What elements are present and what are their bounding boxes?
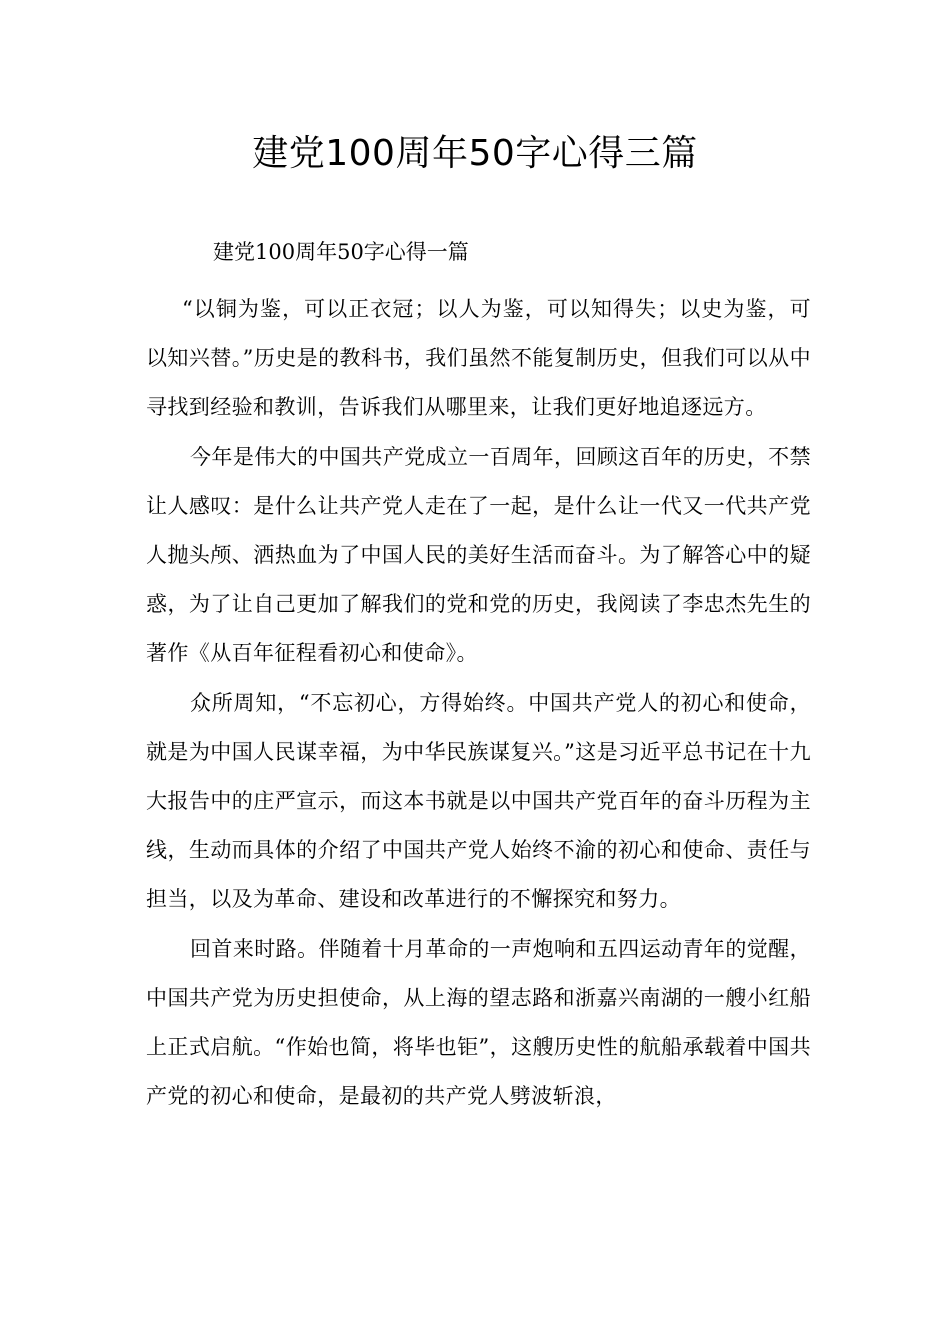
body-text: [146, 285, 811, 1121]
paragraph-3: 众所周知，“不忘初心，方得始终。中国共产党人的初心和使命，就是为中国人民谋幸福，为中华民族谋复兴。”这是习近平总书记在十九大报告中的庄严宣示，而这本书就是以中国共产党百年的奋斗历程为主线，生动而具体的介绍了中国共产党人始终不渝的初心和使命、责任与担当，以及为革命、建设和改革进行的不懈探究和努力。: [146, 690, 811, 912]
document-title: 建党100周年50字心得三篇: [252, 133, 698, 174]
paragraph-4: 回首来时路。伴随着十月革命的一声炮响和五四运动青年的觉醒，中国共产党为历史担使命，从上海的望志路和浙嘉兴南湖的一艘小红船上正式启航。“作始也简，将毕也钜”，这艘历史性的航船承载着中国共产党的初心和使命，是最初的共产党人劈波斩浪，: [146, 936, 811, 1109]
paragraph-1: “以铜为鉴，可以正衣冠；以人为鉴，可以知得失；以史为鉴，可以知兴替。”历史是的教科书，我们虽然不能复制历史，但我们可以从中寻找到经验和教训，告诉我们从哪里来，让我们更好地追逐远方。: [146, 297, 811, 420]
section-heading: 建党100周年50字心得一篇: [213, 240, 469, 264]
paragraph-2: 今年是伟大的中国共产党成立一百周年，回顾这百年的历史，不禁让人感叹：是什么让共产党人走在了一起，是什么让一代又一代共产党人抛头颅、洒热血为了中国人民的美好生活而奋斗。为了解答心中的疑惑，为了让自己更加了解我们的党和党的历史，我阅读了李忠杰先生的著作《从百年征程看初心和使命》。: [146, 444, 811, 666]
